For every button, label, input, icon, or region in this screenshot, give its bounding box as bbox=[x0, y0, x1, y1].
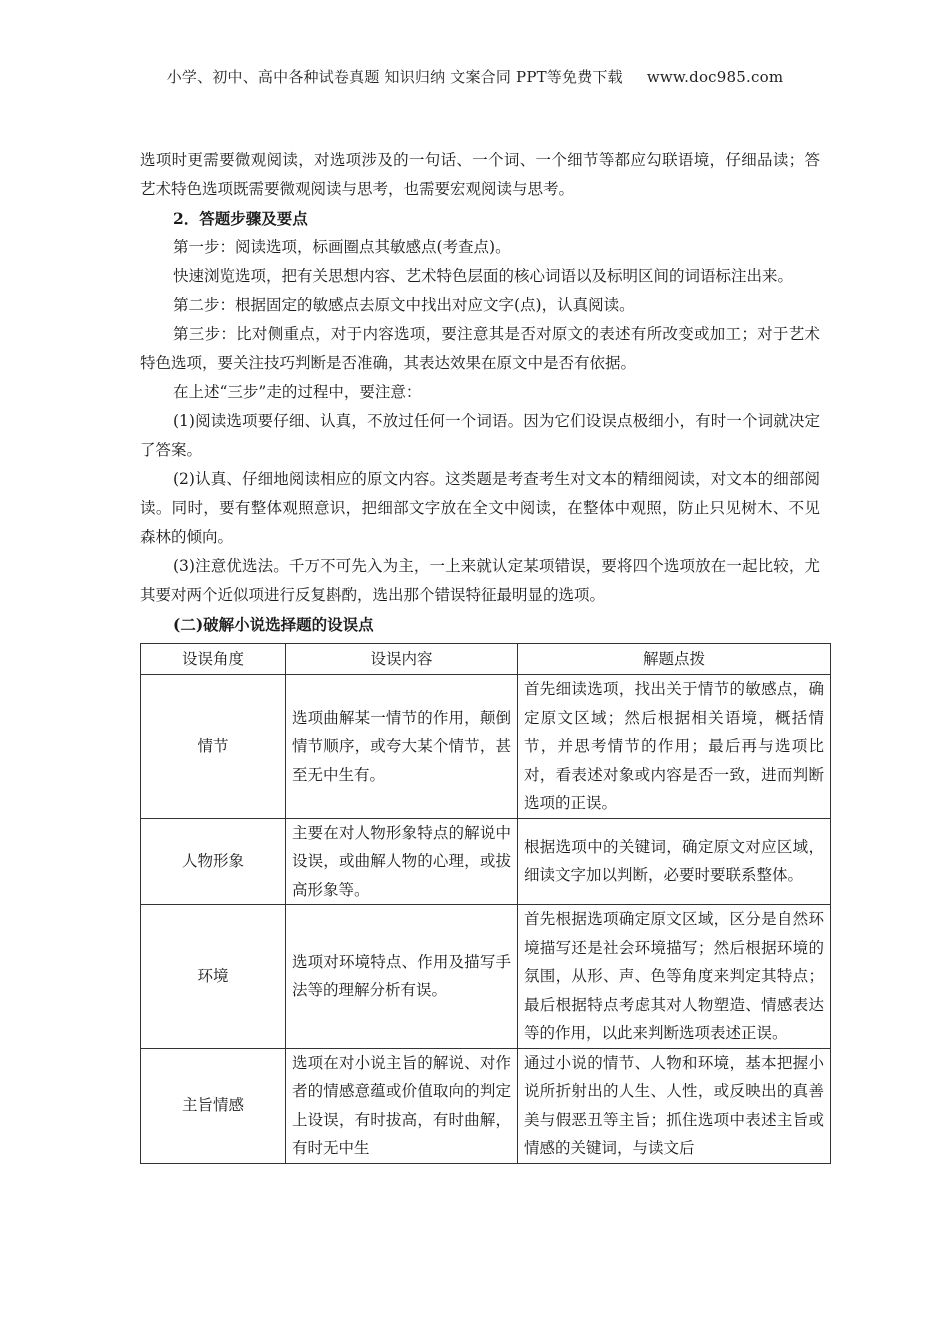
cell-tip: 通过小说的情节、人物和环境，基本把握小说所折射出的人生、人性，或反映出的真善美与假恶丑等主旨；抓住选项中表述主旨或情感的关键词，与读文后 bbox=[518, 1048, 831, 1163]
cell-content: 选项曲解某一情节的作用，颠倒情节顺序，或夸大某个情节，甚至无中生有。 bbox=[286, 675, 518, 819]
table-row bbox=[141, 1048, 831, 1163]
cell-tip: 首先根据选项确定原文区域，区分是自然环境描写还是社会环境描写；然后根据环境的氛围，从形、声、色等角度来判定其特点；最后根据特点考虑其对人物塑造、情感表达等的作用，以此来判断选项表述正误。 bbox=[518, 905, 831, 1049]
error-points-table bbox=[140, 643, 831, 1164]
cell-tip: 根据选项中的关键词，确定原文对应区域，细读文字加以判断，必要时要联系整体。 bbox=[518, 818, 831, 905]
header-text: 小学、初中、高中各种试卷真题 知识归纳 文案合同 PPT等免费下载 bbox=[166, 68, 623, 86]
paragraph: 第一步：阅读选项，标画圈点其敏感点(考查点)。 bbox=[173, 238, 511, 256]
table-row bbox=[141, 905, 831, 1049]
table-header-row bbox=[141, 644, 831, 675]
cell-angle: 主旨情感 bbox=[141, 1048, 286, 1163]
cell-angle: 情节 bbox=[141, 675, 286, 819]
document-body bbox=[140, 146, 824, 1164]
paragraph: 在上述“三步”走的过程中，要注意： bbox=[173, 383, 422, 401]
column-header: 解题点拨 bbox=[518, 644, 831, 675]
paragraph: (1)阅读选项要仔细、认真，不放过任何一个词语。因为它们设误点极细小，有时一个词就决定了答案。 bbox=[140, 412, 820, 459]
paragraph: (3)注意优选法。千万不可先入为主，一上来就认定某项错误，要将四个选项放在一起比较，尤其要对两个近似项进行反复斟酌，选出那个错误特征最明显的选项。 bbox=[140, 557, 820, 604]
paragraph: 选项时更需要微观阅读，对选项涉及的一句话、一个词、一个细节等都应勾联语境，仔细品读；答艺术特色选项既需要微观阅读与思考，也需要宏观阅读与思考。 bbox=[140, 151, 820, 198]
cell-content: 选项在对小说主旨的解说、对作者的情感意蕴或价值取向的判定上设误，有时拔高，有时曲解，有时无中生 bbox=[286, 1048, 518, 1163]
paragraph: (2)认真、仔细地阅读相应的原文内容。这类题是考查考生对文本的精细阅读，对文本的细部阅读。同时，要有整体观照意识，把细部文字放在全文中阅读，在整体中观照，防止只见树木、不见森林的倾向。 bbox=[140, 470, 820, 546]
subheading-steps: 2．答题步骤及要点 bbox=[173, 209, 308, 228]
column-header: 设误内容 bbox=[286, 644, 518, 675]
paragraph: 第二步：根据固定的敏感点去原文中找出对应文字(点)，认真阅读。 bbox=[173, 296, 635, 314]
paragraph: 快速浏览选项，把有关思想内容、艺术特色层面的核心词语以及标明区间的词语标注出来。 bbox=[173, 267, 794, 285]
cell-tip: 首先细读选项，找出关于情节的敏感点，确定原文区域；然后根据相关语境，概括情节，并思考情节的作用；最后再与选项比对，看表述对象或内容是否一致，进而判断选项的正误。 bbox=[518, 675, 831, 819]
section-title: (二)破解小说选择题的设误点 bbox=[173, 615, 374, 634]
cell-content: 主要在对人物形象特点的解说中设误，或曲解人物的心理，或拔高形象等。 bbox=[286, 818, 518, 905]
cell-angle: 环境 bbox=[141, 905, 286, 1049]
table-row bbox=[141, 675, 831, 819]
cell-content: 选项对环境特点、作用及描写手法等的理解分析有误。 bbox=[286, 905, 518, 1049]
paragraph: 第三步：比对侧重点，对于内容选项，要注意其是否对原文的表述有所改变或加工；对于艺术特色选项，要关注技巧判断是否准确，其表达效果在原文中是否有依据。 bbox=[140, 325, 820, 372]
page-header bbox=[0, 66, 950, 87]
column-header: 设误角度 bbox=[141, 644, 286, 675]
header-site-link[interactable]: www.doc985.com bbox=[646, 68, 784, 86]
table-row bbox=[141, 818, 831, 905]
cell-angle: 人物形象 bbox=[141, 818, 286, 905]
